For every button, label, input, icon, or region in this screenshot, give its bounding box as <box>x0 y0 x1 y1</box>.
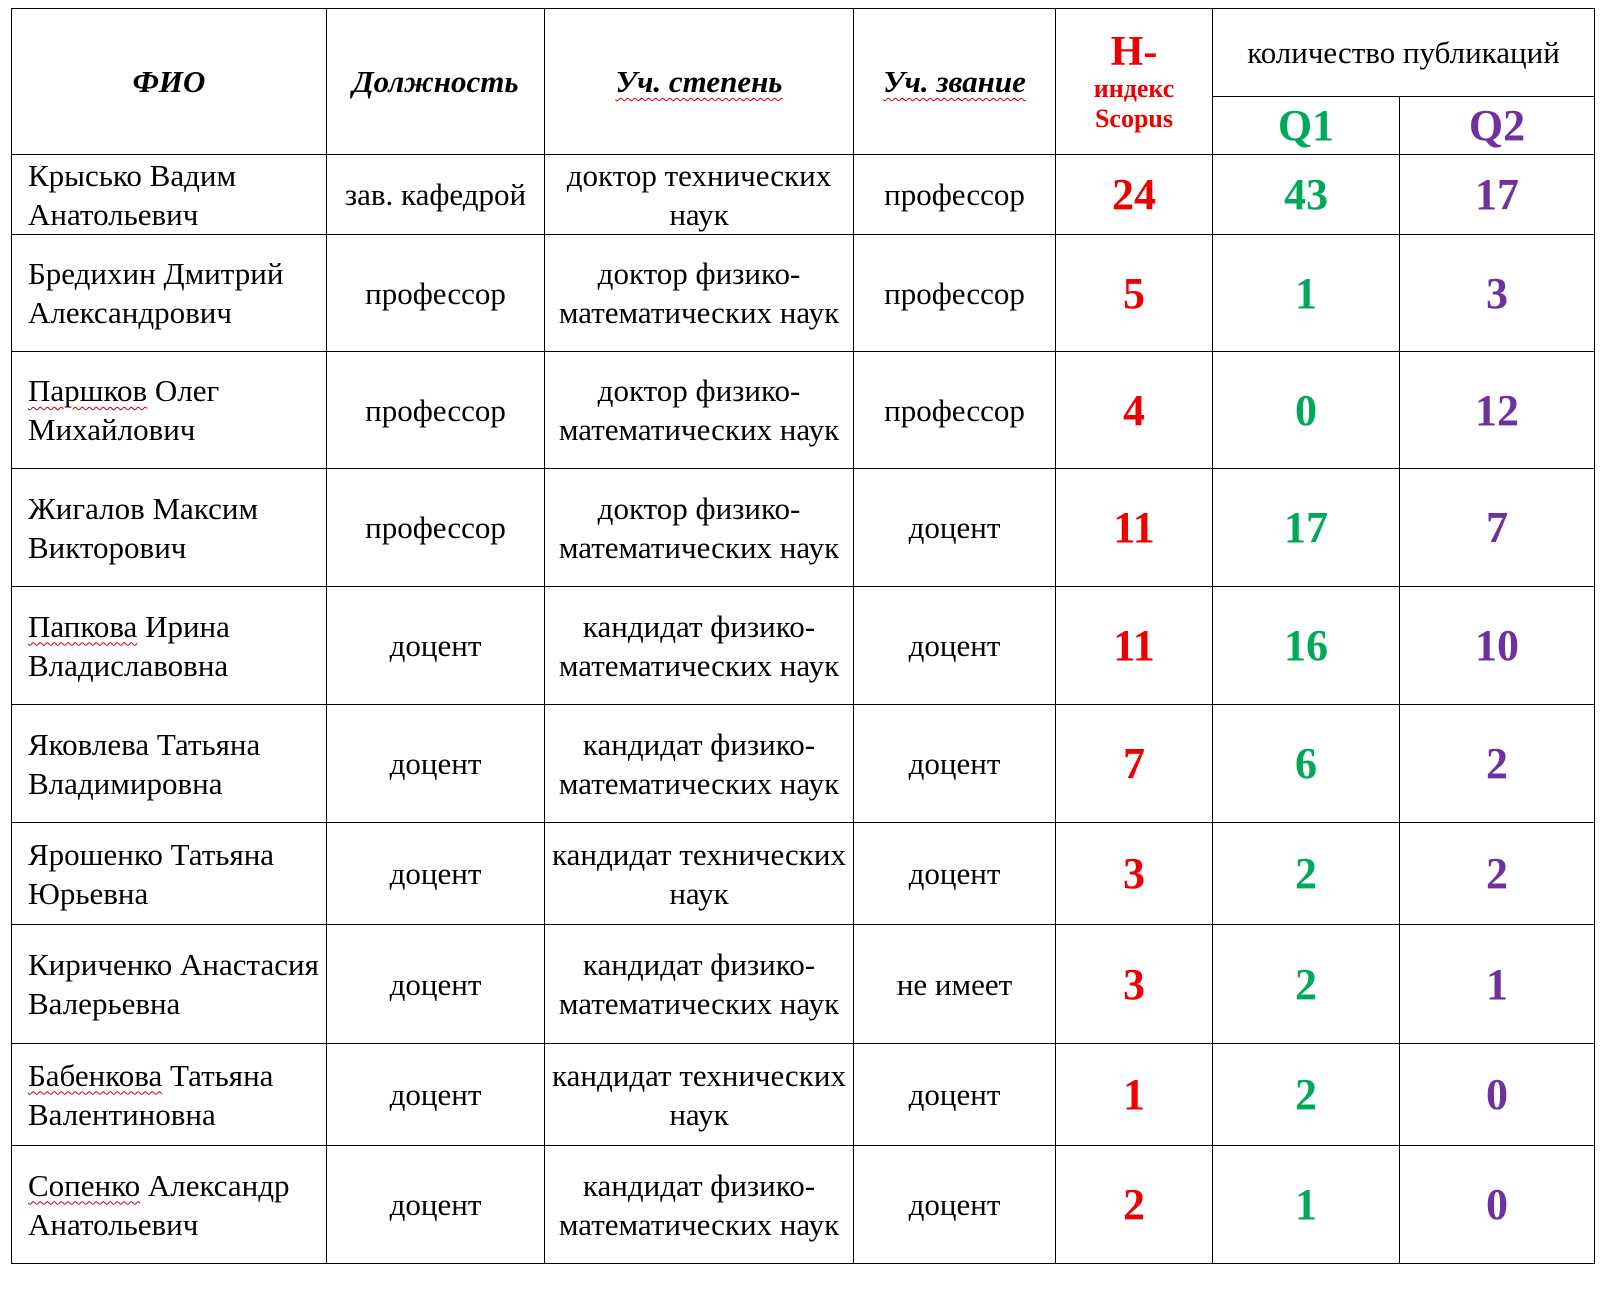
cell-h-index: 11 <box>1056 469 1213 587</box>
cell-position: профессор <box>327 235 545 352</box>
table-row <box>12 925 1595 1044</box>
name-given: Максим Викторович <box>28 490 259 565</box>
cell-position: профессор <box>327 469 545 587</box>
cell-h-index: 4 <box>1056 352 1213 469</box>
cell-q1: 2 <box>1213 925 1400 1044</box>
cell-degree: доктор физико-математических наук <box>545 469 854 587</box>
cell-degree: кандидат технических наук <box>545 1044 854 1146</box>
cell-q1: 1 <box>1213 235 1400 352</box>
cell-q1: 1 <box>1213 1146 1400 1264</box>
header-publications: количество публикаций <box>1213 9 1595 97</box>
name-surname: Бабенкова <box>28 1057 163 1093</box>
header-h-index-letter: Н- <box>1110 28 1158 75</box>
cell-q2: 0 <box>1400 1146 1595 1264</box>
cell-q2: 7 <box>1400 469 1595 587</box>
cell-q1: 16 <box>1213 587 1400 705</box>
cell-h-index: 7 <box>1056 705 1213 823</box>
header-q1: Q1 <box>1213 97 1400 155</box>
cell-q1: 17 <box>1213 469 1400 587</box>
cell-name <box>12 155 327 235</box>
cell-title: профессор <box>854 352 1056 469</box>
cell-title: доцент <box>854 1146 1056 1264</box>
cell-position: доцент <box>327 1146 545 1264</box>
cell-q2: 12 <box>1400 352 1595 469</box>
cell-degree: кандидат технических наук <box>545 823 854 925</box>
cell-q2: 2 <box>1400 823 1595 925</box>
cell-name <box>12 235 327 352</box>
name-surname: Кириченко <box>28 947 173 982</box>
name-surname: Паршков <box>28 373 148 408</box>
header-q2: Q2 <box>1400 97 1595 155</box>
table-row <box>12 235 1595 352</box>
cell-name <box>12 705 327 823</box>
name-surname: Крысько <box>28 157 142 193</box>
cell-q2: 3 <box>1400 235 1595 352</box>
header-degree <box>545 9 854 155</box>
cell-q2: 2 <box>1400 705 1595 823</box>
cell-h-index: 24 <box>1056 155 1213 235</box>
table-row <box>12 469 1595 587</box>
name-surname: Жигалов <box>28 490 145 526</box>
cell-position: доцент <box>327 925 545 1044</box>
name-given: Вадим Анатольевич <box>28 157 237 232</box>
cell-name <box>12 1146 327 1264</box>
table-row <box>12 587 1595 705</box>
header-title-text: Уч. звание <box>883 64 1026 99</box>
name-given: Анастасия Валерьевна <box>28 947 319 1021</box>
header-fio: ФИО <box>12 9 327 155</box>
name-given: Олег Михайлович <box>28 373 220 447</box>
cell-position: доцент <box>327 587 545 705</box>
cell-degree: доктор физико-математических наук <box>545 352 854 469</box>
cell-title: доцент <box>854 469 1056 587</box>
header-title <box>854 9 1056 155</box>
header-degree-text: Уч. степень <box>615 64 783 99</box>
cell-q2: 0 <box>1400 1044 1595 1146</box>
cell-q1: 6 <box>1213 705 1400 823</box>
name-given: Дмитрий Александрович <box>28 256 284 330</box>
name-given: Татьяна Юрьевна <box>28 836 275 911</box>
name-given: Татьяна Валентиновна <box>28 1057 274 1132</box>
header-h-index-label: индекс Scopus <box>1093 73 1175 133</box>
table-row <box>12 352 1595 469</box>
staff-table <box>11 8 1595 1264</box>
cell-name <box>12 352 327 469</box>
cell-name <box>12 823 327 925</box>
cell-title: доцент <box>854 823 1056 925</box>
cell-q2: 17 <box>1400 155 1595 235</box>
cell-h-index: 5 <box>1056 235 1213 352</box>
cell-name <box>12 587 327 705</box>
header-h-index <box>1056 9 1213 155</box>
name-given: Ирина Владиславовна <box>28 608 230 683</box>
cell-position: доцент <box>327 705 545 823</box>
cell-h-index: 3 <box>1056 823 1213 925</box>
cell-q1: 2 <box>1213 1044 1400 1146</box>
cell-h-index: 1 <box>1056 1044 1213 1146</box>
cell-degree: доктор физико-математических наук <box>545 235 854 352</box>
name-surname: Яковлева <box>28 726 150 762</box>
cell-degree: кандидат физико-математических наук <box>545 587 854 705</box>
cell-position: доцент <box>327 1044 545 1146</box>
cell-position: зав. кафедрой <box>327 155 545 235</box>
cell-title: профессор <box>854 155 1056 235</box>
name-surname: Бредихин <box>28 256 156 291</box>
cell-h-index: 2 <box>1056 1146 1213 1264</box>
cell-name <box>12 1044 327 1146</box>
cell-degree: доктор технических наук <box>545 155 854 235</box>
cell-title: доцент <box>854 705 1056 823</box>
cell-q2: 10 <box>1400 587 1595 705</box>
cell-title: не имеет <box>854 925 1056 1044</box>
name-given: Александр Анатольевич <box>28 1167 290 1242</box>
cell-degree: кандидат физико-математических наук <box>545 705 854 823</box>
cell-q1: 0 <box>1213 352 1400 469</box>
name-surname: Папкова <box>28 608 138 644</box>
table-row <box>12 823 1595 925</box>
cell-q2: 1 <box>1400 925 1595 1044</box>
cell-q1: 2 <box>1213 823 1400 925</box>
table-row <box>12 1146 1595 1264</box>
cell-name <box>12 925 327 1044</box>
cell-title: доцент <box>854 1044 1056 1146</box>
table-row <box>12 705 1595 823</box>
staff-table-body <box>12 155 1595 1264</box>
cell-title: доцент <box>854 587 1056 705</box>
table-row <box>12 155 1595 235</box>
cell-position: доцент <box>327 823 545 925</box>
table-row <box>12 1044 1595 1146</box>
cell-h-index: 3 <box>1056 925 1213 1044</box>
name-surname: Сопенко <box>28 1167 141 1203</box>
header-row-top <box>12 9 1595 97</box>
cell-position: профессор <box>327 352 545 469</box>
cell-name <box>12 469 327 587</box>
cell-title: профессор <box>854 235 1056 352</box>
name-surname: Ярошенко <box>28 836 163 872</box>
cell-degree: кандидат физико-математических наук <box>545 1146 854 1264</box>
cell-q1: 43 <box>1213 155 1400 235</box>
header-position: Должность <box>327 9 545 155</box>
cell-degree: кандидат физико-математических наук <box>545 925 854 1044</box>
name-given: Татьяна Владимировна <box>28 726 261 801</box>
staff-table-container <box>11 8 1595 1264</box>
cell-h-index: 11 <box>1056 587 1213 705</box>
